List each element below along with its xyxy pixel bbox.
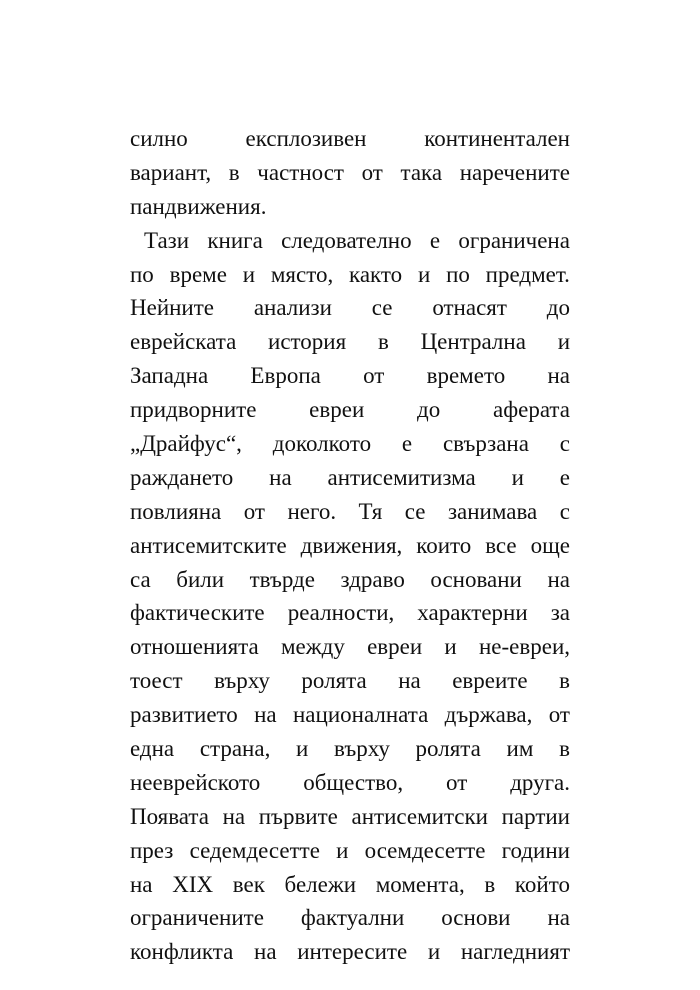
word: осемдесетте bbox=[364, 837, 486, 863]
word: време bbox=[169, 261, 227, 287]
word: Европа bbox=[250, 363, 321, 389]
word: първите bbox=[258, 803, 338, 829]
word: е bbox=[401, 431, 413, 457]
word: отношенията bbox=[130, 634, 259, 660]
word: бележи bbox=[284, 871, 357, 897]
word: движения, bbox=[300, 532, 403, 558]
word: и bbox=[511, 464, 524, 490]
word: доколкото bbox=[272, 431, 372, 457]
word: аферата bbox=[493, 397, 570, 423]
word: с bbox=[559, 431, 570, 457]
word: в bbox=[228, 159, 240, 185]
word: времето bbox=[426, 363, 506, 389]
word: и bbox=[296, 736, 309, 762]
word: век bbox=[232, 871, 265, 897]
word: фактическите bbox=[130, 600, 265, 626]
word: занимава bbox=[447, 498, 538, 524]
word: анализи bbox=[253, 295, 332, 321]
text-line bbox=[130, 868, 570, 902]
word: силно bbox=[130, 126, 188, 151]
word: им bbox=[506, 736, 534, 762]
text-line bbox=[130, 393, 570, 427]
word: от bbox=[243, 498, 265, 524]
word: него. bbox=[287, 498, 337, 524]
word: в bbox=[559, 736, 570, 762]
word: се bbox=[371, 295, 393, 321]
text-line bbox=[130, 664, 570, 698]
word: и bbox=[427, 939, 441, 965]
word: за bbox=[550, 600, 570, 626]
word: върху bbox=[214, 668, 270, 694]
text-line bbox=[130, 122, 570, 156]
word: е bbox=[559, 464, 570, 490]
word: националната bbox=[293, 702, 429, 728]
word: в bbox=[559, 668, 570, 694]
word: предмет. bbox=[485, 261, 570, 287]
word: между bbox=[280, 634, 345, 660]
word: придворните bbox=[130, 397, 257, 423]
word: свързана bbox=[442, 431, 529, 457]
word: нееврейското bbox=[130, 769, 261, 795]
word: страна, bbox=[199, 736, 271, 762]
text-line bbox=[130, 800, 570, 834]
word: еврейската bbox=[130, 329, 237, 355]
word: развитието bbox=[130, 702, 238, 728]
word: и bbox=[444, 634, 457, 660]
text-line bbox=[130, 834, 570, 868]
text-line bbox=[130, 935, 570, 969]
text-line bbox=[130, 190, 570, 224]
word: не-евреи, bbox=[478, 634, 570, 660]
word: така bbox=[400, 159, 443, 185]
word: на bbox=[254, 702, 277, 728]
text-line bbox=[130, 258, 570, 292]
word: евреи bbox=[367, 634, 423, 660]
text-line bbox=[130, 359, 570, 393]
word: по bbox=[130, 261, 154, 287]
word: и bbox=[417, 261, 431, 287]
word: били bbox=[176, 566, 225, 592]
word: от bbox=[548, 702, 570, 728]
word: пандвижения. bbox=[130, 193, 267, 219]
text-line bbox=[130, 495, 570, 529]
word: на bbox=[254, 939, 277, 965]
word: до bbox=[417, 397, 441, 423]
text-line bbox=[130, 596, 570, 630]
word: конфликта bbox=[130, 939, 234, 965]
word: години bbox=[501, 837, 570, 863]
text-line bbox=[130, 156, 570, 190]
text-line bbox=[130, 291, 570, 325]
word: на bbox=[130, 871, 153, 897]
word: партии bbox=[501, 803, 570, 829]
word: на bbox=[222, 803, 246, 829]
word: които bbox=[416, 532, 472, 558]
word: частност bbox=[257, 159, 344, 185]
text-line bbox=[130, 325, 570, 359]
word: и bbox=[336, 837, 349, 863]
word: през bbox=[130, 837, 174, 863]
text-line bbox=[130, 563, 570, 597]
word: твърде bbox=[249, 566, 315, 592]
word: експлозивен bbox=[245, 126, 367, 151]
word: ролята bbox=[301, 668, 367, 694]
word: Появата bbox=[130, 803, 209, 829]
word: от bbox=[446, 769, 468, 795]
text-line bbox=[130, 427, 570, 461]
word: нагледният bbox=[460, 939, 570, 965]
text-line bbox=[130, 529, 570, 563]
word: Тя bbox=[358, 498, 383, 524]
word: на bbox=[547, 363, 570, 389]
word: следователно bbox=[281, 227, 412, 253]
word: фактуални bbox=[300, 905, 405, 931]
word: основи bbox=[441, 905, 511, 931]
word: е bbox=[429, 227, 441, 253]
text-line bbox=[130, 461, 570, 495]
word: и bbox=[557, 329, 570, 355]
word: както bbox=[349, 261, 403, 287]
text-line bbox=[130, 766, 570, 800]
text-line bbox=[130, 630, 570, 664]
word: наречените bbox=[459, 159, 570, 185]
word: тоест bbox=[130, 668, 183, 694]
word: характерни bbox=[417, 600, 528, 626]
word: все bbox=[485, 532, 517, 558]
word: раждането bbox=[130, 464, 234, 490]
word: на bbox=[398, 668, 421, 694]
word: антисемитизма bbox=[327, 464, 476, 490]
word: на bbox=[547, 905, 570, 931]
word: вариант, bbox=[130, 159, 212, 185]
word: по bbox=[446, 261, 470, 287]
word: евреите bbox=[452, 668, 528, 694]
word: Западна bbox=[130, 363, 209, 389]
word: момента, bbox=[375, 871, 465, 897]
word: в bbox=[484, 871, 496, 897]
word: до bbox=[546, 295, 570, 321]
text-line bbox=[130, 732, 570, 766]
text-line bbox=[130, 698, 570, 732]
word: общество, bbox=[303, 769, 404, 795]
word: основани bbox=[430, 566, 522, 592]
word: една bbox=[130, 736, 175, 762]
word: Централна bbox=[420, 329, 526, 355]
word: държава, bbox=[444, 702, 533, 728]
body-text bbox=[130, 122, 570, 969]
text-line bbox=[130, 224, 570, 258]
word: отнасят bbox=[432, 295, 507, 321]
word: антисемитските bbox=[130, 532, 287, 558]
word: „Драйфус“, bbox=[130, 431, 242, 457]
word: на bbox=[269, 464, 292, 490]
word: в bbox=[377, 329, 389, 355]
word: място, bbox=[270, 261, 334, 287]
word: друга. bbox=[510, 769, 570, 795]
word: XIX bbox=[172, 871, 214, 897]
word: реалности, bbox=[287, 600, 395, 626]
word: върху bbox=[334, 736, 390, 762]
word: се bbox=[404, 498, 426, 524]
word: история bbox=[268, 329, 347, 355]
word: Тази bbox=[144, 227, 190, 253]
word: континентален bbox=[424, 126, 570, 151]
word: който bbox=[514, 871, 570, 897]
word: здраво bbox=[340, 566, 405, 592]
word: и bbox=[242, 261, 256, 287]
text-line bbox=[130, 901, 570, 935]
word: антисемитски bbox=[351, 803, 488, 829]
word: с bbox=[559, 498, 570, 524]
word: още bbox=[530, 532, 570, 558]
word: книга bbox=[207, 227, 263, 253]
word: Нейните bbox=[130, 295, 215, 321]
word: са bbox=[130, 566, 151, 592]
word: на bbox=[547, 566, 570, 592]
word: седемдесетте bbox=[189, 837, 320, 863]
word: ограничените bbox=[130, 905, 264, 931]
word: повлияна bbox=[130, 498, 222, 524]
word: от bbox=[363, 363, 385, 389]
word: евреи bbox=[309, 397, 365, 423]
word: ролята bbox=[415, 736, 481, 762]
word: интересите bbox=[297, 939, 408, 965]
word: ограничена bbox=[458, 227, 570, 253]
word: от bbox=[361, 159, 383, 185]
